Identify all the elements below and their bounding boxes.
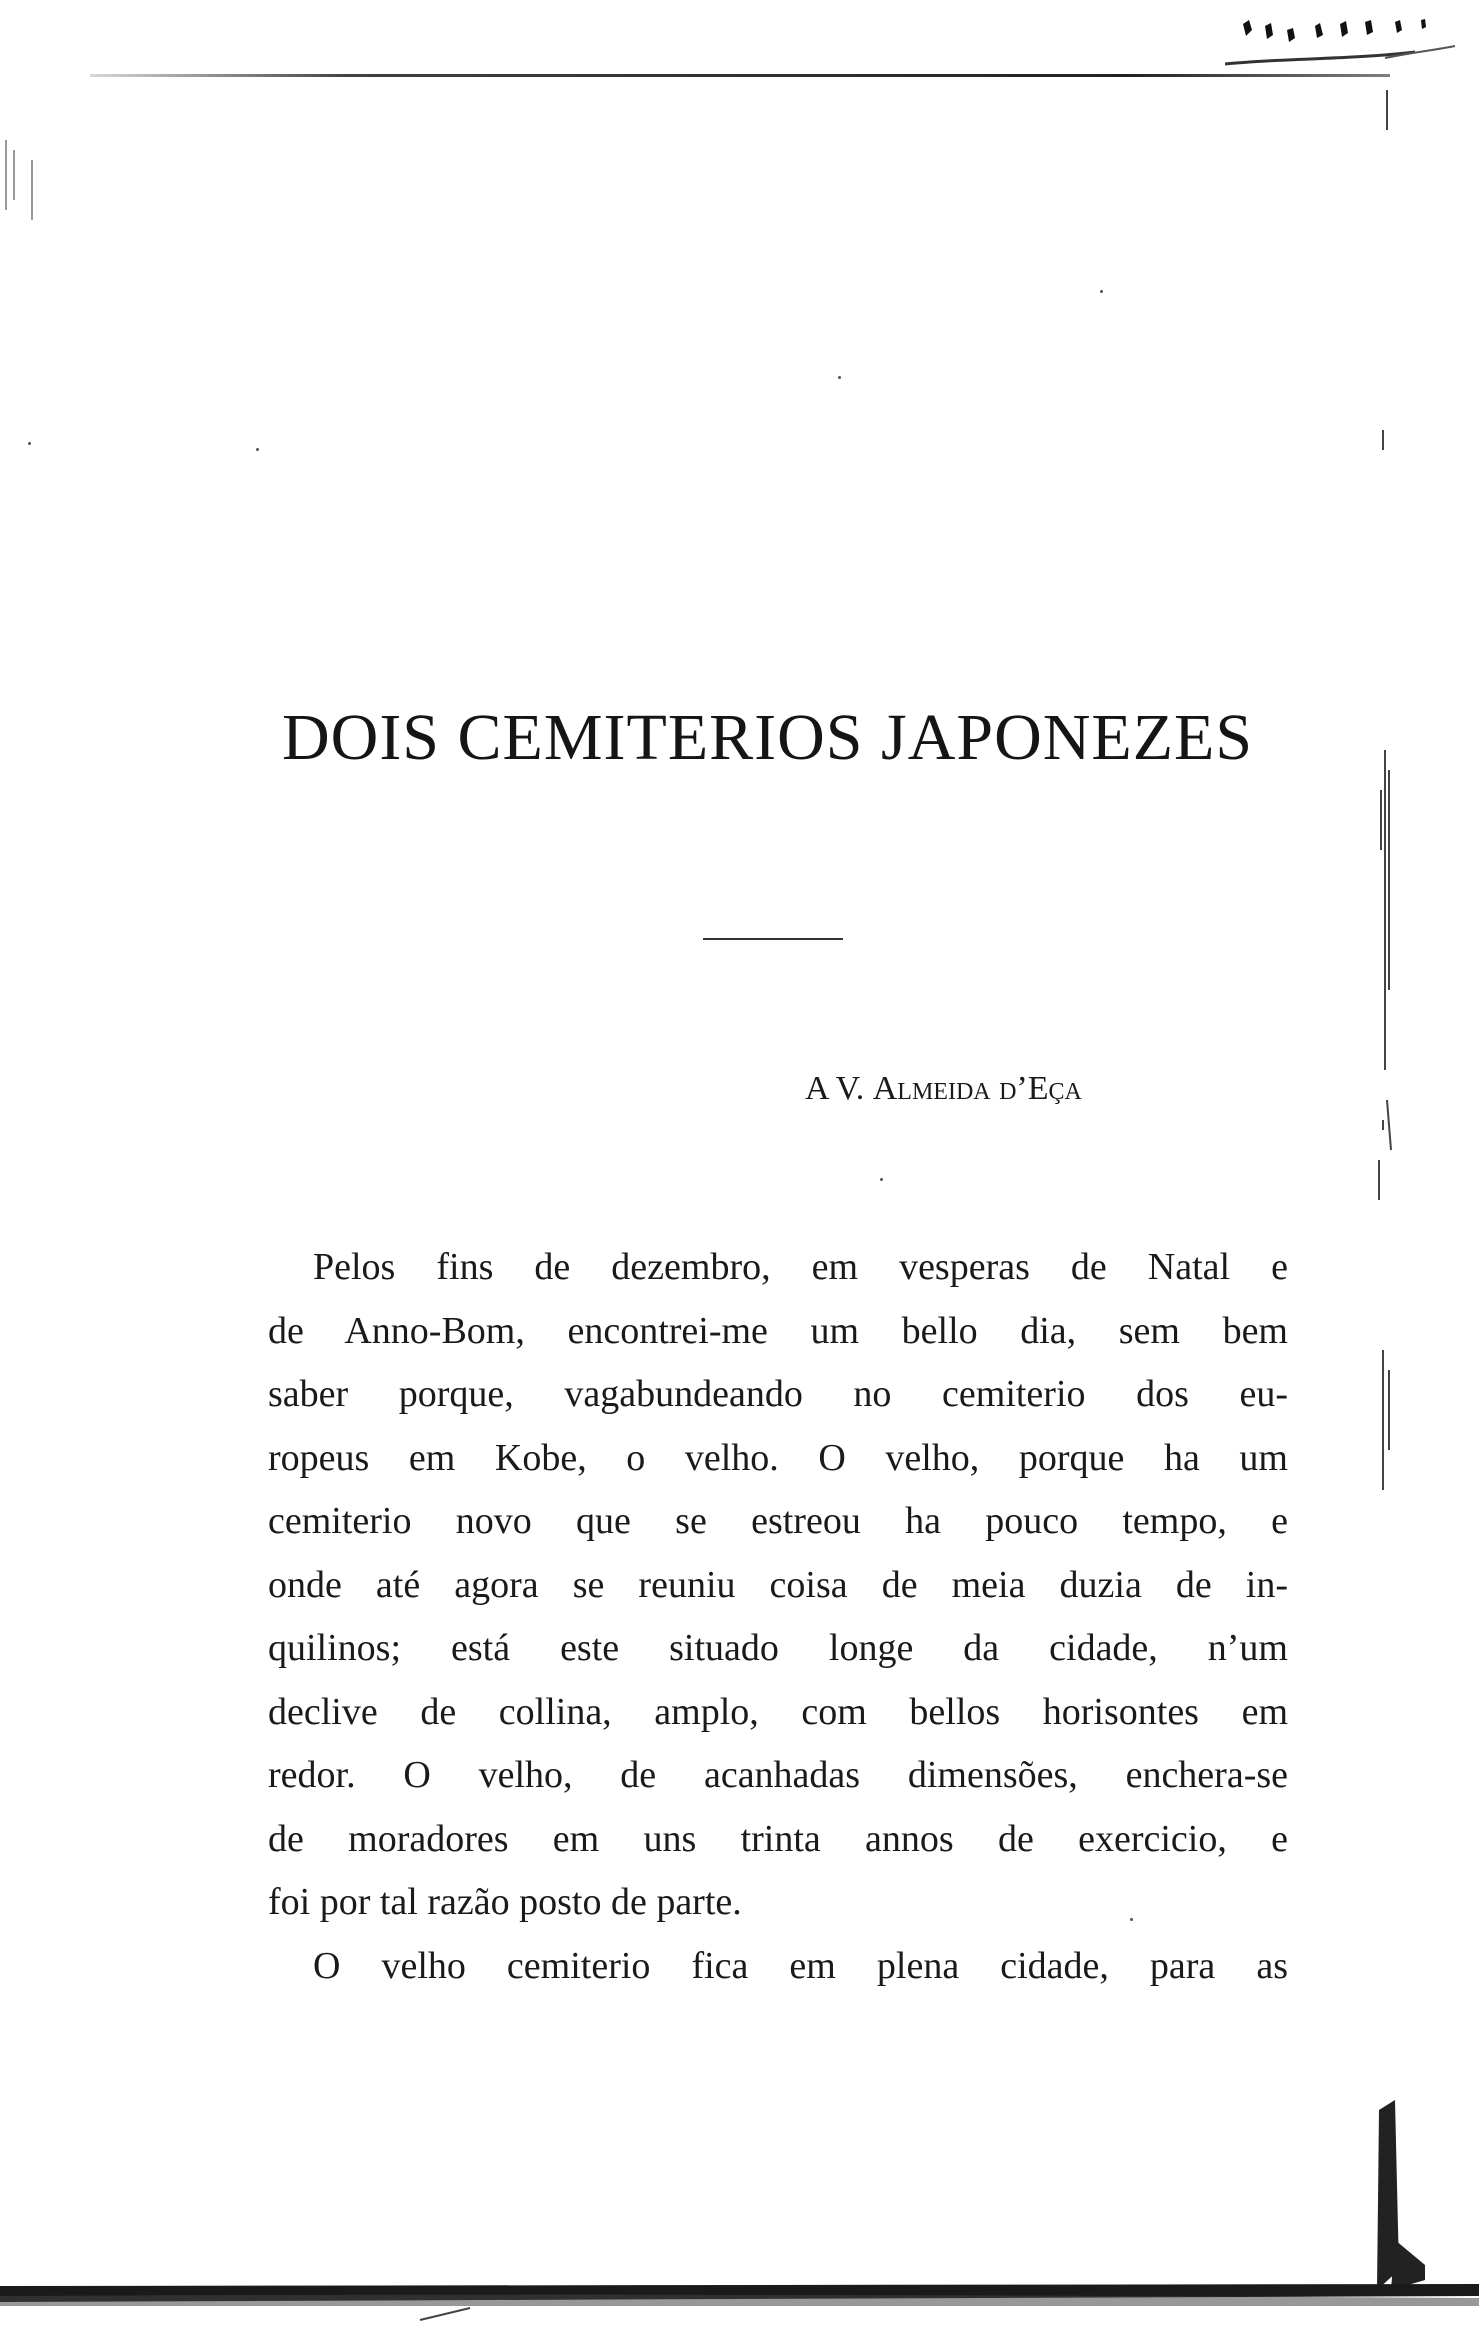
text-line: onde até agora se reuniu coisa de meia duzia de in-	[268, 1563, 1288, 1606]
text-line: de moradores em uns trinta annos de exercicio, e	[268, 1817, 1288, 1860]
text-line: de Anno-Bom, encontrei-me um bello dia, sem bem	[268, 1309, 1288, 1352]
dedication	[805, 1070, 1082, 1108]
dedication-name: Almeida d’Eça	[872, 1070, 1082, 1107]
scan-speck	[1100, 290, 1103, 293]
text-line: foi por tal razão posto de parte.	[268, 1881, 742, 1923]
scan-left-edge	[0, 140, 40, 230]
text-line: quilinos; está este situado longe da cidade, n’um	[268, 1627, 1288, 1669]
scan-speck	[838, 376, 841, 379]
text-line: declive de collina, amplo, com bellos horisontes em	[268, 1690, 1288, 1733]
dedication-prefix: A V.	[805, 1070, 865, 1107]
text-line: ropeus em Kobe, o velho. O velho, porque ha um	[268, 1436, 1288, 1479]
text-line: cemiterio novo que se estreou ha pouco tempo, e	[268, 1500, 1288, 1542]
scan-speck	[256, 448, 259, 451]
text-line: saber porque, vagabundeando no cemiterio dos eu-	[268, 1373, 1288, 1415]
title-divider	[703, 938, 843, 940]
text-line: redor. O velho, de acanhadas dimensões, enchera-se	[268, 1754, 1288, 1796]
text-line: O velho cemiterio fica em plena cidade, para as	[313, 1944, 1288, 1987]
scan-corner-marks	[1225, 12, 1475, 72]
body-text	[268, 1236, 1288, 1998]
scan-speck	[880, 1178, 883, 1181]
page-title: DOIS CEMITERIOS JAPONEZES	[282, 701, 1254, 774]
paragraph	[268, 1236, 1288, 1935]
scan-top-rule	[90, 74, 1390, 77]
scan-right-edge	[1365, 90, 1425, 2330]
scan-bottom-band	[0, 2268, 1479, 2328]
text-line: Pelos fins de dezembro, em vesperas de Natal e	[313, 1246, 1288, 1288]
paragraph	[268, 1935, 1288, 1999]
scan-speck	[28, 442, 31, 445]
